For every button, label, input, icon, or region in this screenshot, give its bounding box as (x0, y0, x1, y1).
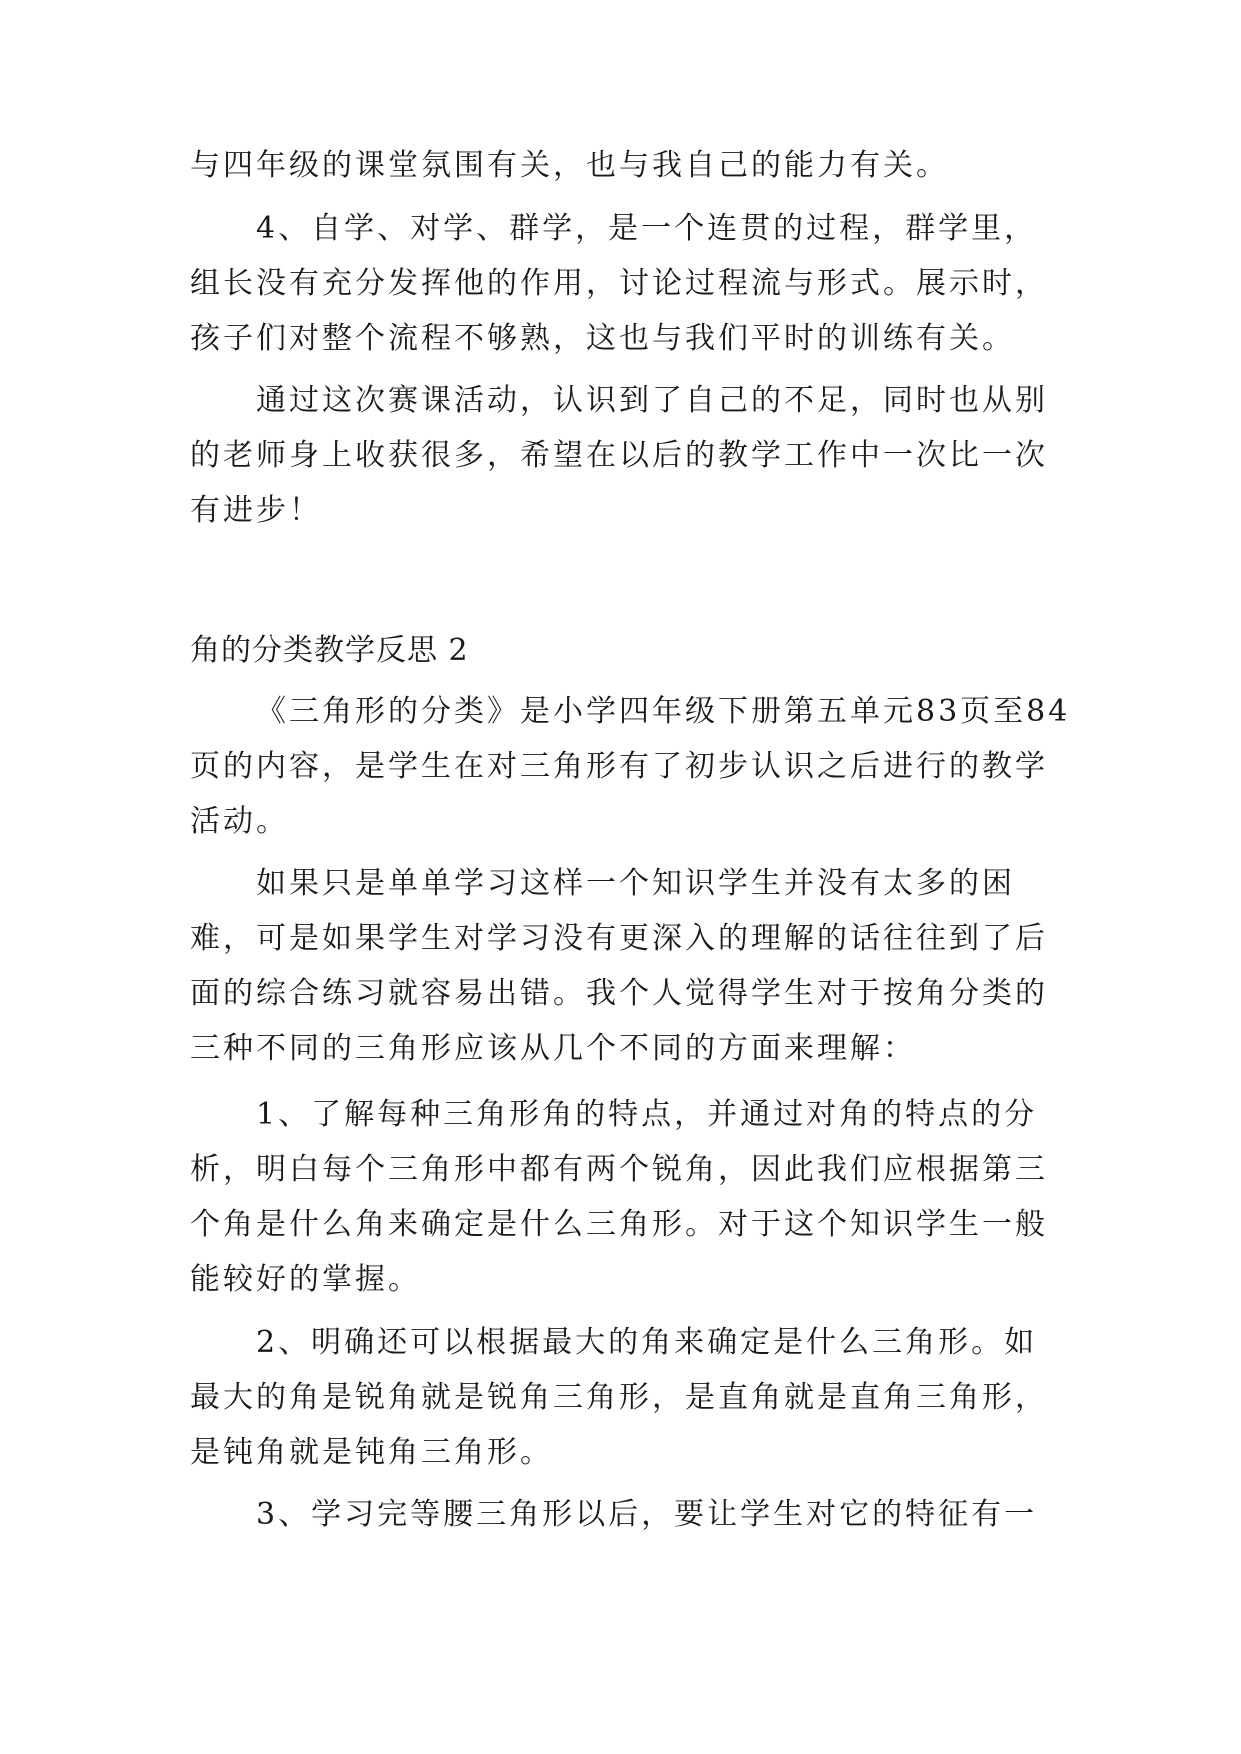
text-line: 4、自学、对学、群学，是一个连贯的过程，群学里， (256, 211, 1038, 246)
paragraph-intro (190, 684, 1071, 849)
text-line: 最大的角是锐角就是锐角三角形，是直角就是直角三角形， (190, 1380, 1048, 1415)
text-line: 页的内容，是学生在对三角形有了初步认识之后进行的教学 (190, 749, 1048, 784)
paragraph-point-1 (190, 1087, 1060, 1307)
text-line: 析，明白每个三角形中都有两个锐角，因此我们应根据第三 (190, 1152, 1048, 1187)
text-line: 是钝角就是钝角三角形。 (190, 1435, 553, 1470)
paragraph-continuation (190, 138, 1060, 193)
paragraph-point-2 (190, 1315, 1060, 1480)
text-line: 组长没有充分发挥他的作用，讨论过程流与形式。展示时， (190, 266, 1048, 301)
text-line: 3、学习完等腰三角形以后，要让学生对它的特征有一 (256, 1497, 1038, 1532)
text-line: 2、明确还可以根据最大的角来确定是什么三角形。如 (256, 1325, 1038, 1360)
text-line: 孩子们对整个流程不够熟，这也与我们平时的训练有关。 (190, 321, 1015, 356)
paragraph-point-4 (190, 201, 1060, 366)
text-line: 与四年级的课堂氛围有关，也与我自己的能力有关。 (190, 148, 949, 183)
text-line: 面的综合练习就容易出错。我个人觉得学生对于按角分类的 (190, 976, 1048, 1011)
text-line: 如果只是单单学习这样一个知识学生并没有太多的困 (256, 866, 1015, 901)
text-line: 1、了解每种三角形角的特点，并通过对角的特点的分 (256, 1097, 1038, 1132)
text-line: 三种不同的三角形应该从几个不同的方面来理解： (190, 1031, 916, 1066)
section-title (190, 623, 1060, 678)
text-line: 的老师身上收获很多，希望在以后的教学工作中一次比一次 (190, 438, 1048, 473)
text-line: 有进步！ (190, 493, 322, 528)
text-line: 难，可是如果学生对学习没有更深入的理解的话往往到了后 (190, 921, 1048, 956)
text-line: 能较好的掌握。 (190, 1262, 421, 1297)
paragraph-point-3 (190, 1487, 1060, 1542)
paragraph-2 (190, 856, 1060, 1076)
text-line: 个角是什么角来确定是什么三角形。对于这个知识学生一般 (190, 1207, 1048, 1242)
section-heading: 角的分类教学反思 2 (190, 633, 469, 668)
paragraph-conclusion (190, 373, 1060, 538)
text-line: 《三角形的分类》是小学四年级下册第五单元83页至84 (256, 694, 1071, 729)
text-line: 活动。 (190, 804, 289, 839)
text-line: 通过这次赛课活动，认识到了自己的不足，同时也从别 (256, 383, 1048, 418)
